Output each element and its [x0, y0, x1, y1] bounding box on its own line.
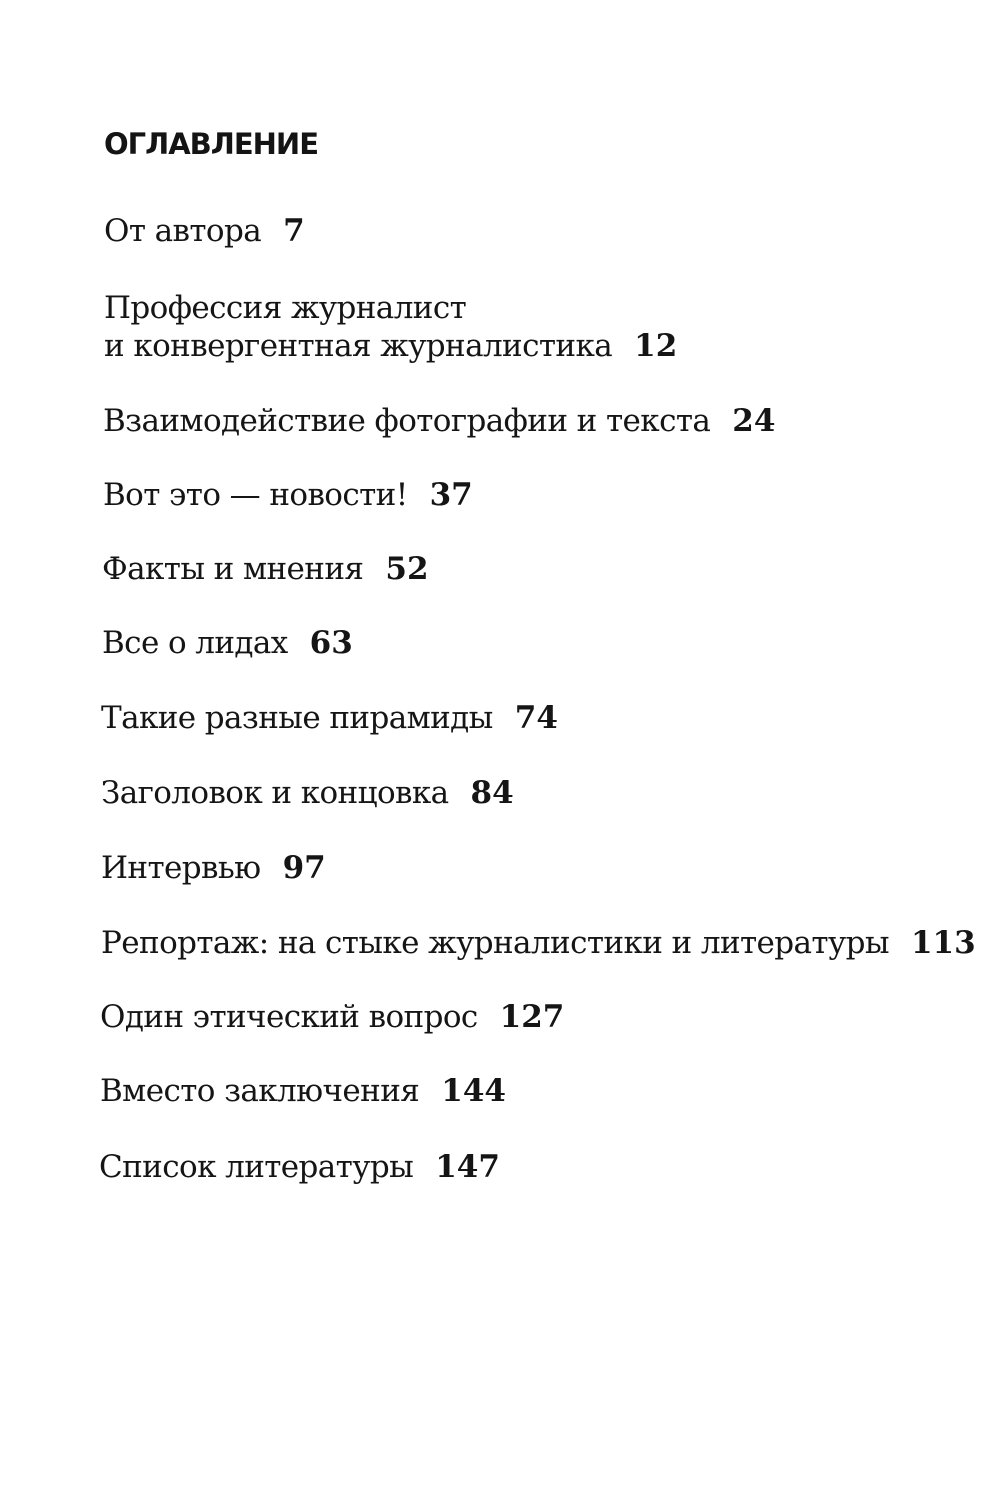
- toc-entry: [102, 624, 353, 662]
- toc-entry-title: Список литературы: [99, 1149, 414, 1185]
- toc-entry-page-number: 24: [732, 403, 776, 439]
- toc-entry: [103, 476, 473, 514]
- toc-entry: [104, 212, 305, 250]
- toc-entry: [100, 1072, 506, 1110]
- toc-entry-page-number: 113: [910, 925, 976, 961]
- toc-entry-page-number: 144: [441, 1073, 506, 1109]
- toc-entry-title: Интервью: [101, 850, 261, 886]
- toc-entry-page-number: 147: [435, 1149, 500, 1185]
- toc-entry-page-number: 74: [514, 700, 558, 736]
- toc-entry-title-line-2: и конвергентная журналистика: [104, 328, 613, 364]
- toc-entry: [101, 774, 514, 812]
- toc-entry-title-line-1: Профессия журналист: [104, 290, 467, 326]
- toc-entry-title: Заголовок и концовка: [101, 775, 449, 811]
- toc-entry-title: Такие разные пирамиды: [101, 700, 493, 736]
- toc-entry-page-number: 63: [309, 625, 353, 661]
- toc-entry-title: От автора: [104, 213, 262, 249]
- toc-entry: [101, 699, 558, 737]
- toc-entry: [100, 998, 564, 1036]
- toc-entry-title: Один этический вопрос: [100, 999, 478, 1035]
- toc-entry-title: Вот это — новости!: [103, 477, 408, 513]
- toc-entry-title: Репортаж: на стыке журналистики и литературы: [101, 925, 889, 961]
- toc-entry-page-number: 7: [283, 213, 305, 249]
- toc-entry-page-number: 97: [282, 850, 326, 886]
- toc-entry: [103, 402, 775, 440]
- toc-entry-page-number: 37: [429, 477, 473, 513]
- toc-entry-page-number: 12: [634, 328, 678, 364]
- toc-entry: [101, 924, 976, 962]
- toc-entry-title: Все о лидах: [102, 625, 288, 661]
- toc-entry-title: Взаимодействие фотографии и текста: [103, 403, 711, 439]
- toc-entry-page-number: 127: [499, 999, 565, 1035]
- toc-heading: ОГЛАВЛЕНИЕ: [104, 127, 319, 161]
- toc-entry: [102, 550, 429, 588]
- toc-entry: [99, 1148, 500, 1186]
- toc-entry: [101, 849, 326, 887]
- toc-entry: [104, 289, 677, 365]
- toc-entry-page-number: 52: [385, 551, 429, 587]
- toc-entry-title: Вместо заключения: [100, 1073, 420, 1109]
- toc-entry-page-number: 84: [470, 775, 514, 811]
- toc-entry-title: Факты и мнения: [102, 551, 364, 587]
